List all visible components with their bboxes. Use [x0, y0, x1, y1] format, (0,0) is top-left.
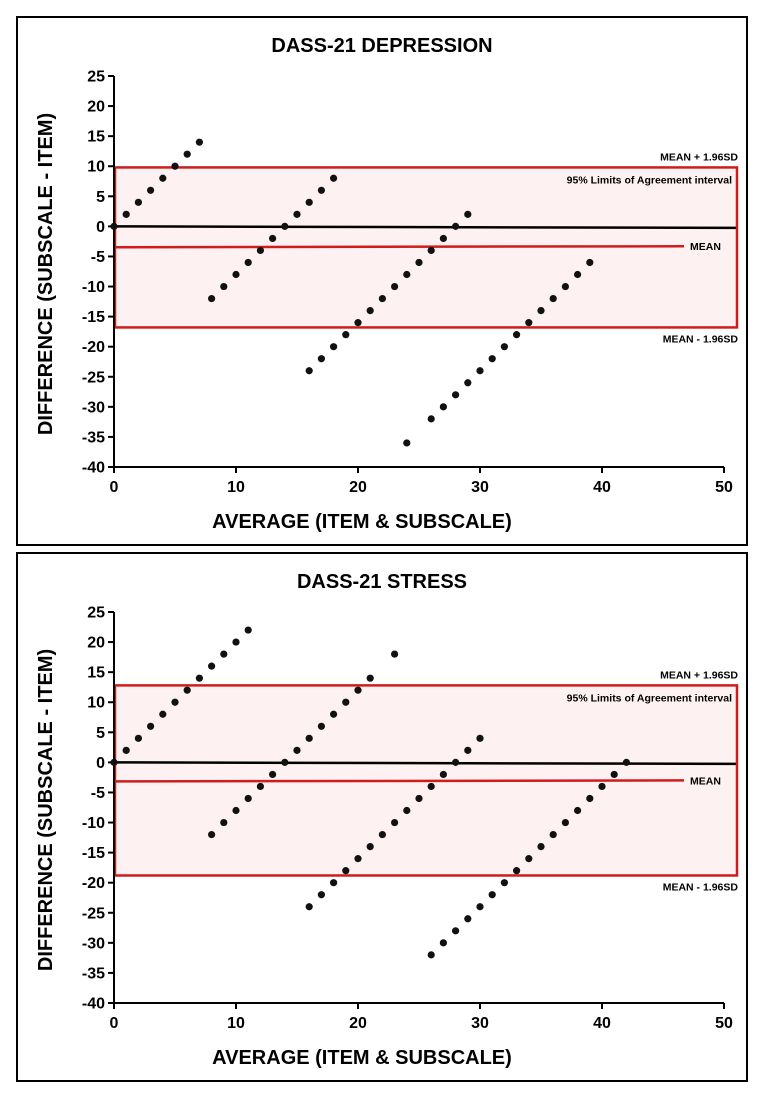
x-tick-label: 50: [715, 479, 733, 496]
y-tick-label: -35: [81, 965, 105, 983]
data-point: [476, 735, 483, 742]
mean-line: [114, 780, 684, 781]
data-point: [415, 795, 422, 802]
x-tick-label: 40: [593, 1015, 611, 1032]
data-point: [135, 735, 142, 742]
data-point: [598, 783, 605, 790]
y-tick-label: -10: [81, 815, 105, 833]
y-tick-label: -15: [81, 845, 105, 863]
x-tick-label: 10: [227, 479, 245, 496]
x-tick-label: 0: [109, 479, 119, 496]
y-tick-label: -15: [81, 309, 105, 327]
data-point: [525, 855, 532, 862]
lower-limit-label: MEAN - 1.96SD: [662, 333, 738, 346]
data-point: [306, 903, 313, 910]
data-point: [428, 415, 435, 422]
data-point: [501, 879, 508, 886]
data-point: [574, 807, 581, 814]
data-point: [281, 759, 288, 766]
y-tick-label: 25: [87, 68, 105, 86]
depression-chart-panel: [16, 16, 748, 546]
lower-limit-label: MEAN - 1.96SD: [662, 881, 738, 894]
data-point: [550, 295, 557, 302]
data-point: [391, 819, 398, 826]
data-point: [318, 891, 325, 898]
y-tick-label: -40: [81, 459, 105, 477]
data-point: [489, 355, 496, 362]
x-tick-label: 50: [715, 1015, 733, 1032]
data-point: [220, 283, 227, 290]
data-point: [464, 747, 471, 754]
y-axis-label: DIFFERENCE (SUBSCALE - ITEM): [35, 112, 57, 436]
data-point: [208, 295, 215, 302]
data-point: [330, 711, 337, 718]
y-tick-label: 0: [96, 754, 105, 772]
data-point: [184, 151, 191, 158]
data-point: [367, 675, 374, 682]
data-point: [452, 223, 459, 230]
data-point: [245, 795, 252, 802]
y-tick-label: -35: [81, 429, 105, 447]
data-point: [464, 379, 471, 386]
data-point: [293, 747, 300, 754]
x-tick-label: 10: [227, 1015, 245, 1032]
data-point: [208, 831, 215, 838]
x-axis-label: AVERAGE (ITEM & SUBSCALE): [212, 1047, 512, 1069]
y-tick-label: 20: [87, 98, 105, 116]
chart-title: DASS-21 DEPRESSION: [271, 35, 493, 57]
x-tick-label: 30: [471, 479, 489, 496]
data-point: [550, 831, 557, 838]
data-point: [440, 939, 447, 946]
data-point: [476, 367, 483, 374]
data-point: [623, 759, 630, 766]
data-point: [379, 831, 386, 838]
data-point: [159, 175, 166, 182]
data-point: [318, 723, 325, 730]
data-point: [611, 771, 618, 778]
chart-title: DASS-21 STRESS: [296, 571, 468, 593]
data-point: [513, 867, 520, 874]
data-point: [171, 163, 178, 170]
data-point: [257, 247, 264, 254]
data-point: [428, 783, 435, 790]
data-point: [330, 343, 337, 350]
y-tick-label: -25: [81, 905, 105, 923]
data-point: [489, 891, 496, 898]
interval-label: 95% Limits of Agreement interval: [566, 174, 732, 187]
stress-chart: [18, 554, 746, 1080]
x-tick-label: 20: [349, 479, 367, 496]
data-point: [110, 759, 117, 766]
data-point: [428, 247, 435, 254]
y-tick-label: 10: [87, 694, 105, 712]
data-point: [367, 307, 374, 314]
data-point: [379, 295, 386, 302]
data-point: [208, 663, 215, 670]
data-point: [330, 879, 337, 886]
data-point: [281, 223, 288, 230]
data-point: [330, 175, 337, 182]
data-point: [354, 855, 361, 862]
data-point: [232, 271, 239, 278]
data-point: [135, 199, 142, 206]
upper-limit-label: MEAN + 1.96SD: [660, 669, 738, 682]
data-point: [452, 927, 459, 934]
data-point: [269, 771, 276, 778]
stress-chart-panel: [16, 552, 748, 1082]
data-point: [342, 867, 349, 874]
data-point: [562, 819, 569, 826]
data-point: [257, 783, 264, 790]
data-point: [220, 819, 227, 826]
y-tick-label: -30: [81, 399, 105, 417]
data-point: [513, 331, 520, 338]
data-point: [184, 687, 191, 694]
depression-chart: [18, 18, 746, 544]
y-tick-label: -25: [81, 369, 105, 387]
data-point: [440, 403, 447, 410]
data-point: [415, 259, 422, 266]
data-point: [293, 211, 300, 218]
data-point: [196, 139, 203, 146]
data-point: [245, 626, 252, 633]
data-point: [232, 638, 239, 645]
data-point: [318, 355, 325, 362]
data-point: [123, 747, 130, 754]
data-point: [403, 439, 410, 446]
data-point: [269, 235, 276, 242]
y-tick-label: -5: [90, 784, 105, 802]
zero-line: [114, 762, 736, 764]
mean-line: [114, 246, 684, 247]
x-tick-label: 0: [109, 1015, 119, 1032]
data-point: [403, 271, 410, 278]
data-point: [123, 211, 130, 218]
y-tick-label: 5: [96, 188, 105, 206]
data-point: [525, 319, 532, 326]
y-tick-label: -5: [90, 248, 105, 266]
data-point: [452, 759, 459, 766]
data-point: [440, 771, 447, 778]
x-axis-label: AVERAGE (ITEM & SUBSCALE): [212, 511, 512, 533]
y-tick-label: 10: [87, 158, 105, 176]
interval-label: 95% Limits of Agreement interval: [566, 692, 732, 705]
mean-label: MEAN: [690, 775, 721, 788]
y-tick-label: -40: [81, 995, 105, 1013]
data-point: [452, 391, 459, 398]
data-point: [306, 735, 313, 742]
y-tick-label: 15: [87, 128, 105, 146]
data-point: [318, 187, 325, 194]
data-point: [220, 651, 227, 658]
y-tick-label: 5: [96, 724, 105, 742]
y-tick-label: -20: [81, 875, 105, 893]
data-point: [196, 675, 203, 682]
data-point: [501, 343, 508, 350]
data-point: [110, 223, 117, 230]
y-tick-label: -10: [81, 279, 105, 297]
data-point: [562, 283, 569, 290]
data-point: [245, 259, 252, 266]
data-point: [574, 271, 581, 278]
data-point: [537, 843, 544, 850]
zero-line: [114, 226, 736, 228]
data-point: [464, 915, 471, 922]
data-point: [403, 807, 410, 814]
y-tick-label: -30: [81, 935, 105, 953]
data-point: [367, 843, 374, 850]
y-axis-label: DIFFERENCE (SUBSCALE - ITEM): [35, 648, 57, 972]
data-point: [464, 211, 471, 218]
data-point: [147, 723, 154, 730]
data-point: [428, 951, 435, 958]
data-point: [306, 199, 313, 206]
y-tick-label: 20: [87, 634, 105, 652]
data-point: [391, 651, 398, 658]
data-point: [232, 807, 239, 814]
data-point: [171, 699, 178, 706]
y-tick-label: -20: [81, 339, 105, 357]
y-tick-label: 25: [87, 604, 105, 622]
x-tick-label: 30: [471, 1015, 489, 1032]
x-tick-label: 40: [593, 479, 611, 496]
data-point: [342, 331, 349, 338]
data-point: [391, 283, 398, 290]
data-point: [354, 687, 361, 694]
data-point: [476, 903, 483, 910]
data-point: [537, 307, 544, 314]
data-point: [586, 259, 593, 266]
data-point: [147, 187, 154, 194]
y-tick-label: 0: [96, 218, 105, 236]
mean-label: MEAN: [690, 241, 721, 254]
data-point: [159, 711, 166, 718]
data-point: [440, 235, 447, 242]
y-tick-label: 15: [87, 664, 105, 682]
data-point: [306, 367, 313, 374]
data-point: [354, 319, 361, 326]
upper-limit-label: MEAN + 1.96SD: [660, 151, 738, 164]
data-point: [342, 699, 349, 706]
x-tick-label: 20: [349, 1015, 367, 1032]
data-point: [586, 795, 593, 802]
